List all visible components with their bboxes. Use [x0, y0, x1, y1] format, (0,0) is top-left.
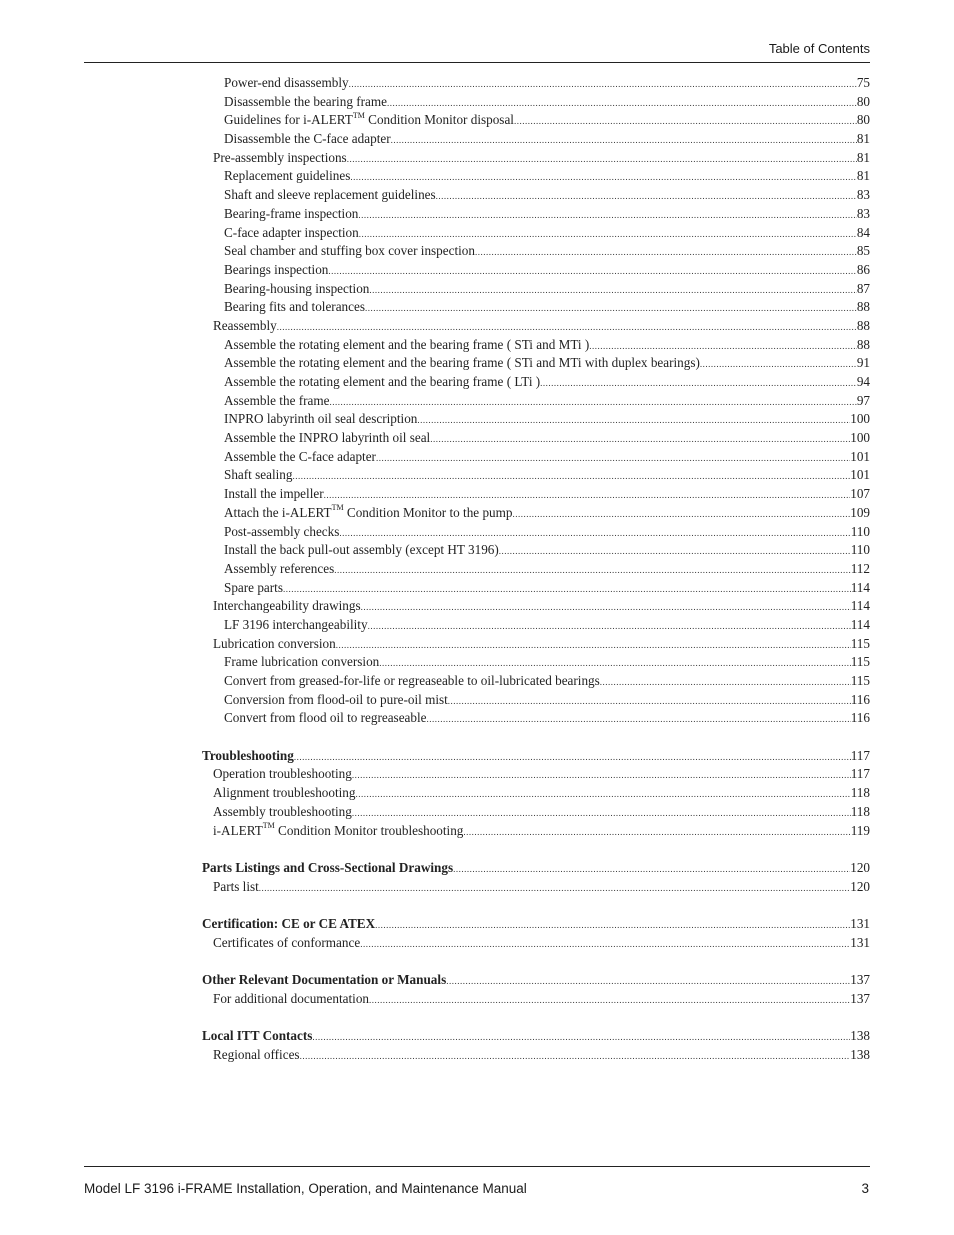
toc-page-number: 118 [850, 785, 870, 801]
toc-entry[interactable] [202, 242, 870, 261]
toc-entry-label: Shaft sealing [224, 467, 293, 483]
toc-page-number: 116 [850, 691, 870, 707]
toc-entry[interactable] [202, 186, 870, 205]
toc-page-number: 118 [850, 803, 870, 819]
toc-page-number: 80 [856, 93, 870, 109]
toc-entry-label: Bearing fits and tolerances [224, 299, 365, 315]
toc-page-number: 101 [850, 467, 870, 483]
toc-entry-label: Assemble the C-face adapter [224, 448, 376, 464]
toc-entry-label: Disassemble the bearing frame [224, 93, 387, 109]
header-rule [84, 62, 870, 63]
toc-page-number: 114 [850, 598, 870, 614]
toc-dot-leader [329, 393, 856, 412]
trademark-mark: TM [262, 821, 275, 831]
toc-dot-leader [336, 636, 851, 655]
toc-entry[interactable] [202, 111, 870, 130]
toc-page-number: 88 [856, 299, 870, 315]
toc-entry[interactable] [202, 691, 870, 710]
toc-dot-leader [352, 766, 851, 785]
toc-dot-leader [347, 150, 857, 169]
toc-entry[interactable] [202, 878, 870, 897]
toc-entry-label: Alignment troubleshooting [213, 785, 356, 801]
toc-page-number: 138 [850, 1028, 870, 1044]
toc-page-number: 120 [850, 859, 870, 875]
toc-page-number: 109 [850, 504, 870, 520]
toc-page-number: 75 [856, 75, 870, 90]
toc-dot-leader [463, 823, 850, 842]
trademark-mark: TM [331, 503, 344, 513]
toc-entry-label: Bearing-frame inspection [224, 205, 359, 221]
toc-dot-leader [339, 524, 850, 543]
toc-entry-label: Replacement guidelines [224, 168, 351, 184]
toc-dot-leader [512, 505, 850, 524]
toc-dot-leader [365, 299, 857, 318]
toc-entry[interactable] [202, 466, 870, 485]
toc-dot-leader [360, 935, 850, 954]
toc-entry[interactable] [202, 1046, 870, 1065]
footer-manual-title: Model LF 3196 i-FRAME Installation, Operation, and Maintenance Manual [84, 1181, 527, 1196]
toc-entry[interactable] [202, 653, 870, 672]
toc-entry-label: Troubleshooting [202, 747, 294, 763]
toc-page-number: 110 [850, 542, 870, 558]
toc-entry[interactable] [202, 934, 870, 953]
toc-dot-leader [499, 542, 851, 561]
toc-entry[interactable] [202, 336, 870, 355]
toc-entry-label: Assembly references [224, 560, 335, 576]
toc-entry-label: Spare parts [224, 579, 283, 595]
toc-page-number: 100 [850, 430, 870, 446]
toc-entry[interactable] [202, 317, 870, 336]
toc-entry[interactable] [202, 205, 870, 224]
toc-page-number: 115 [850, 635, 870, 651]
toc-dot-leader [417, 411, 850, 430]
toc-page-number: 116 [850, 710, 870, 726]
toc-entry[interactable] [202, 765, 870, 784]
toc-page-number: 115 [850, 654, 870, 670]
toc-dot-leader [294, 748, 851, 767]
toc-entry[interactable] [202, 560, 870, 579]
page-header-title: Table of Contents [768, 41, 870, 56]
toc-entry-label: Convert from greased-for-life or regreaseable to oil-lubricated bearings [224, 673, 600, 688]
toc-entry[interactable] [202, 672, 870, 691]
toc-page-number: 110 [850, 523, 870, 539]
toc-page-number: 137 [850, 972, 870, 987]
toc-entry-label: Assemble the INPRO labyrinth oil seal [224, 430, 431, 446]
toc-entry-label: Bearings inspection [224, 261, 329, 277]
toc-dot-leader [387, 94, 857, 113]
toc-entry-label: Convert from flood oil to regreaseable [224, 710, 427, 726]
table-of-contents [202, 74, 870, 1064]
toc-page-number: 131 [850, 915, 870, 931]
toc-page-number: 88 [856, 317, 870, 333]
toc-entry[interactable] [202, 616, 870, 635]
toc-entry[interactable] [202, 822, 870, 841]
toc-dot-leader [334, 561, 850, 580]
toc-entry[interactable] [202, 410, 870, 429]
toc-dot-leader [312, 1028, 850, 1047]
toc-page-number: 138 [850, 1046, 870, 1062]
toc-page-number: 107 [850, 486, 870, 502]
toc-dot-leader [356, 785, 851, 804]
toc-entry-label: Post-assembly checks [224, 523, 340, 539]
toc-entry-label: Bearing-housing inspection [224, 280, 370, 296]
trademark-mark: TM [352, 110, 365, 120]
toc-entry[interactable] [202, 149, 870, 168]
toc-page-number: 119 [850, 822, 870, 838]
toc-dot-leader [349, 75, 857, 94]
toc-entry[interactable] [202, 485, 870, 504]
toc-page-number: 91 [856, 355, 870, 371]
toc-entry[interactable] [202, 298, 870, 317]
toc-entry-label: Seal chamber and stuffing box cover inspection [224, 243, 475, 259]
toc-section-entry[interactable] [202, 1027, 870, 1046]
toc-page-number: 87 [856, 280, 870, 296]
toc-dot-leader [427, 710, 851, 729]
toc-dot-leader [283, 580, 851, 599]
toc-dot-leader [369, 281, 856, 300]
toc-entry-label: Pre-assembly inspections [213, 149, 347, 165]
toc-entry-label: Lubrication conversion [213, 635, 336, 651]
toc-dot-leader [376, 449, 850, 468]
toc-entry[interactable] [202, 504, 870, 523]
toc-dot-leader [446, 972, 850, 991]
toc-entry[interactable] [202, 523, 870, 542]
toc-dot-leader [358, 206, 856, 225]
toc-entry[interactable] [202, 990, 870, 1009]
toc-entry-label: Assembly troubleshooting [213, 803, 352, 819]
toc-dot-leader [475, 243, 857, 262]
toc-page-number: 97 [856, 392, 870, 408]
toc-dot-leader [328, 262, 856, 281]
toc-page-number: 80 [856, 112, 870, 128]
toc-page-number: 114 [850, 579, 870, 595]
toc-entry[interactable] [202, 579, 870, 598]
toc-dot-leader [540, 374, 857, 393]
toc-entry[interactable] [202, 93, 870, 112]
toc-entry[interactable] [202, 541, 870, 560]
toc-dot-leader [436, 187, 857, 206]
toc-entry-label: Certification: CE or CE ATEX [202, 915, 376, 931]
toc-entry-label: Assemble the rotating element and the bearing frame ( LTi ) [224, 374, 541, 389]
toc-dot-leader [300, 1047, 851, 1066]
toc-dot-leader [361, 598, 851, 617]
toc-entry[interactable] [202, 261, 870, 280]
toc-dot-leader [324, 486, 851, 505]
toc-entry[interactable] [202, 280, 870, 299]
toc-page-number: 117 [850, 766, 870, 782]
toc-dot-leader [448, 692, 851, 711]
toc-dot-leader [350, 168, 856, 187]
toc-entry[interactable] [202, 429, 870, 448]
toc-dot-leader [359, 225, 857, 244]
toc-entry-label: Reassembly [213, 317, 277, 333]
toc-entry-label: Parts Listings and Cross-Sectional Drawings [202, 859, 454, 875]
toc-entry[interactable] [202, 74, 870, 93]
toc-entry-label: Other Relevant Documentation or Manuals [202, 972, 447, 987]
toc-dot-leader [600, 673, 851, 692]
toc-entry-label: Disassemble the C-face adapter [224, 131, 391, 147]
toc-entry-label: Install the back pull-out assembly (except HT 3196) [224, 542, 499, 558]
toc-dot-leader [391, 131, 857, 150]
toc-entry-label: Install the impeller [224, 486, 324, 502]
toc-entry-label: LF 3196 interchangeability [224, 616, 368, 632]
toc-entry[interactable] [202, 709, 870, 728]
toc-section-entry[interactable] [202, 747, 870, 766]
toc-entry-label: Assemble the rotating element and the bearing frame ( STi and MTi ) [224, 336, 590, 352]
toc-entry[interactable] [202, 448, 870, 467]
toc-dot-leader [700, 355, 857, 374]
toc-page-number: 81 [856, 168, 870, 184]
toc-dot-leader [369, 991, 850, 1010]
toc-entry-label: i-ALERT™ Condition Monitor troubleshooting [213, 821, 464, 838]
toc-dot-leader [352, 804, 851, 823]
toc-page-number: 137 [850, 990, 870, 1006]
toc-page-number: 131 [850, 934, 870, 950]
toc-entry[interactable] [202, 392, 870, 411]
toc-page-number: 114 [850, 616, 870, 632]
toc-entry-label: Operation troubleshooting [213, 766, 352, 782]
toc-section-entry[interactable] [202, 971, 870, 990]
toc-page-number: 117 [850, 747, 870, 763]
toc-entry-label: Guidelines for i-ALERT™ Condition Monitor disposal [224, 110, 514, 128]
toc-entry-label: Conversion from flood-oil to pure-oil mist [224, 691, 448, 707]
toc-page-number: 83 [856, 187, 870, 203]
footer-rule [84, 1166, 870, 1167]
toc-entry[interactable] [202, 373, 870, 392]
toc-entry[interactable] [202, 635, 870, 654]
toc-entry[interactable] [202, 354, 870, 373]
toc-entry-label: Assemble the rotating element and the bearing frame ( STi and MTi with duplex bearings) [224, 355, 700, 371]
toc-entry[interactable] [202, 597, 870, 616]
toc-page-number: 84 [856, 224, 870, 240]
toc-entry-label: Shaft and sleeve replacement guidelines [224, 187, 436, 203]
toc-page-number: 94 [856, 374, 870, 389]
toc-dot-leader [259, 879, 850, 898]
toc-page-number: 81 [856, 131, 870, 147]
toc-entry[interactable] [202, 803, 870, 822]
toc-entry-label: Certificates of conformance [213, 934, 361, 950]
toc-dot-leader [430, 430, 850, 449]
toc-entry-label: Local ITT Contacts [202, 1028, 313, 1044]
toc-entry-label: Interchangeability drawings [213, 598, 361, 614]
footer-page-number: 3 [861, 1181, 869, 1196]
toc-page-number: 115 [850, 673, 870, 688]
toc-dot-leader [453, 860, 850, 879]
toc-dot-leader [293, 467, 851, 486]
toc-section-entry[interactable] [202, 859, 870, 878]
toc-entry[interactable] [202, 130, 870, 149]
toc-page-number: 83 [856, 205, 870, 221]
toc-page-number: 86 [856, 261, 870, 277]
toc-entry[interactable] [202, 167, 870, 186]
toc-entry[interactable] [202, 224, 870, 243]
toc-page-number: 81 [856, 149, 870, 165]
toc-entry-label: Power-end disassembly [224, 75, 349, 90]
toc-page-number: 120 [850, 878, 870, 894]
toc-page-number: 100 [850, 411, 870, 427]
toc-page-number: 85 [856, 243, 870, 259]
toc-entry-label: For additional documentation [213, 990, 370, 1006]
toc-entry-label: Assemble the frame [224, 392, 330, 408]
toc-page-number: 112 [850, 560, 870, 576]
toc-dot-leader [375, 916, 850, 935]
toc-dot-leader [277, 318, 857, 337]
toc-section-entry[interactable] [202, 915, 870, 934]
toc-dot-leader [514, 112, 857, 131]
toc-entry-label: C-face adapter inspection [224, 224, 359, 240]
toc-entry-label: Frame lubrication conversion [224, 654, 380, 670]
toc-entry-label: Attach the i-ALERT™ Condition Monitor to the pump [224, 503, 513, 520]
toc-dot-leader [589, 337, 857, 356]
toc-page-number: 101 [850, 448, 870, 464]
toc-dot-leader [368, 617, 851, 636]
toc-entry-label: INPRO labyrinth oil seal description [224, 411, 418, 427]
toc-entry[interactable] [202, 784, 870, 803]
toc-entry-label: Regional offices [213, 1046, 300, 1062]
toc-entry-label: Parts list [213, 878, 259, 894]
toc-dot-leader [379, 654, 850, 673]
toc-page-number: 88 [856, 336, 870, 352]
